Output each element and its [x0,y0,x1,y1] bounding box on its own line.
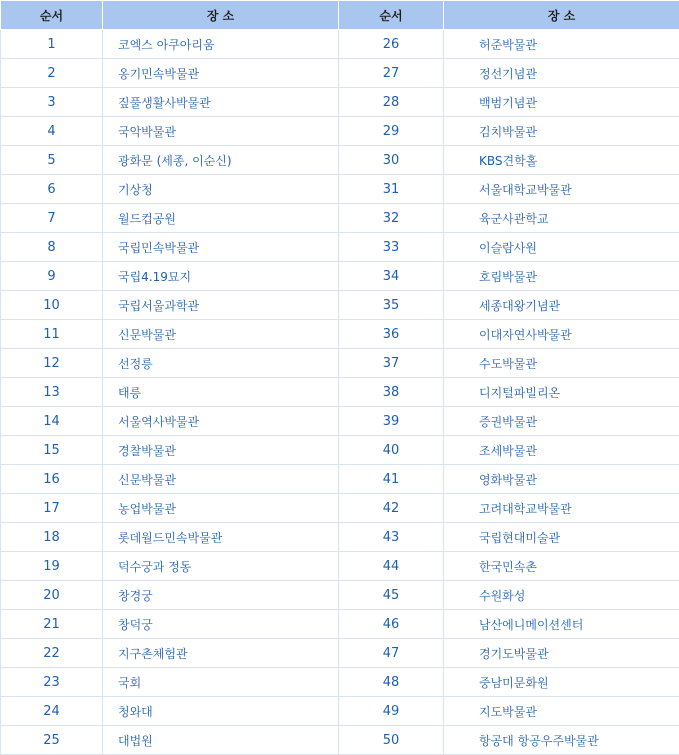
order-number-left: 10 [1,291,103,320]
place-name-right: 허준박물관 [444,30,679,59]
order-number-right: 35 [339,291,444,320]
table-header [1,1,679,30]
order-number-right: 50 [339,726,444,755]
order-number-left: 14 [1,407,103,436]
order-number-right: 49 [339,697,444,726]
place-name-right: 중남미문화원 [444,668,679,697]
place-name-left: 태릉 [103,378,339,407]
place-name-left: 신문박물관 [103,465,339,494]
order-number-right: 29 [339,117,444,146]
order-number-left: 15 [1,436,103,465]
order-number-right: 42 [339,494,444,523]
place-name-right: 수원화성 [444,581,679,610]
place-name-left: 롯데월드민속박물관 [103,523,339,552]
order-number-right: 41 [339,465,444,494]
place-name-left: 경찰박물관 [103,436,339,465]
order-number-right: 32 [339,204,444,233]
table-row [1,639,679,668]
place-name-left: 대법원 [103,726,339,755]
place-name-left: 기상청 [103,175,339,204]
order-number-right: 33 [339,233,444,262]
order-number-left: 6 [1,175,103,204]
place-name-right: 호림박물관 [444,262,679,291]
order-number-left: 17 [1,494,103,523]
place-name-right: 지도박물관 [444,697,679,726]
place-name-left: 국립서울과학관 [103,291,339,320]
place-name-right: 항공대 항공우주박물관 [444,726,679,755]
order-number-left: 18 [1,523,103,552]
table-body [1,30,679,755]
place-name-left: 국립4.19묘지 [103,262,339,291]
order-number-right: 40 [339,436,444,465]
place-name-right: 백범기념관 [444,88,679,117]
order-number-right: 38 [339,378,444,407]
place-name-right: 디지털파빌리온 [444,378,679,407]
place-name-left: 서울역사박물관 [103,407,339,436]
table-row [1,233,679,262]
order-number-right: 39 [339,407,444,436]
order-number-left: 5 [1,146,103,175]
place-name-left: 창경궁 [103,581,339,610]
order-number-right: 47 [339,639,444,668]
place-name-right: 육군사관학교 [444,204,679,233]
order-number-right: 28 [339,88,444,117]
place-name-left: 청와대 [103,697,339,726]
order-number-right: 26 [339,30,444,59]
table-row [1,552,679,581]
order-number-right: 44 [339,552,444,581]
place-name-left: 월드컵공원 [103,204,339,233]
table-row [1,697,679,726]
place-name-right: 서울대학교박물관 [444,175,679,204]
table-row [1,262,679,291]
order-number-left: 21 [1,610,103,639]
header-order-1: 순서 [1,1,103,30]
place-name-left: 국회 [103,668,339,697]
order-number-left: 25 [1,726,103,755]
place-name-right: 고려대학교박물관 [444,494,679,523]
table-row [1,465,679,494]
place-name-left: 국악박물관 [103,117,339,146]
table-row [1,349,679,378]
place-name-right: 이대자연사박물관 [444,320,679,349]
place-name-right: KBS견학홀 [444,146,679,175]
place-name-right: 영화박물관 [444,465,679,494]
place-name-right: 국립현대미술관 [444,523,679,552]
place-name-left: 농업박물관 [103,494,339,523]
table-row [1,291,679,320]
table-row [1,436,679,465]
place-name-right: 수도박물관 [444,349,679,378]
place-name-right: 한국민속촌 [444,552,679,581]
place-name-right: 정선기념관 [444,59,679,88]
table-row [1,494,679,523]
header-place-2: 장 소 [444,1,679,30]
place-name-right: 남산에니메이션센터 [444,610,679,639]
order-number-right: 30 [339,146,444,175]
order-number-left: 20 [1,581,103,610]
table-row [1,610,679,639]
order-number-left: 2 [1,59,103,88]
order-number-left: 23 [1,668,103,697]
place-name-left: 지구촌체험관 [103,639,339,668]
table-row [1,204,679,233]
place-name-left: 덕수궁과 정동 [103,552,339,581]
table-row [1,175,679,204]
place-name-left: 옹기민속박물관 [103,59,339,88]
order-number-right: 46 [339,610,444,639]
order-number-left: 24 [1,697,103,726]
place-name-left: 짚풀생활사박물관 [103,88,339,117]
order-number-left: 16 [1,465,103,494]
table-row [1,726,679,755]
header-place-1: 장 소 [103,1,339,30]
order-number-left: 19 [1,552,103,581]
order-number-right: 37 [339,349,444,378]
table-row [1,523,679,552]
table-row [1,378,679,407]
place-name-right: 김치박물관 [444,117,679,146]
order-number-left: 7 [1,204,103,233]
place-name-left: 창덕궁 [103,610,339,639]
table-row [1,117,679,146]
table-row [1,320,679,349]
place-name-right: 세종대왕기념관 [444,291,679,320]
place-name-right: 경기도박물관 [444,639,679,668]
header-order-2: 순서 [339,1,444,30]
order-number-right: 36 [339,320,444,349]
place-name-left: 국립민속박물관 [103,233,339,262]
order-number-right: 27 [339,59,444,88]
header-row [1,1,679,30]
order-number-left: 13 [1,378,103,407]
order-number-right: 31 [339,175,444,204]
table-row [1,407,679,436]
place-name-right: 증권박물관 [444,407,679,436]
order-number-right: 34 [339,262,444,291]
table-row [1,59,679,88]
order-number-right: 48 [339,668,444,697]
table-row [1,88,679,117]
place-name-right: 조세박물관 [444,436,679,465]
order-number-left: 9 [1,262,103,291]
table-row [1,668,679,697]
order-number-left: 4 [1,117,103,146]
order-number-left: 11 [1,320,103,349]
table-row [1,146,679,175]
order-number-left: 22 [1,639,103,668]
order-number-left: 1 [1,30,103,59]
place-name-left: 코엑스 아쿠아리움 [103,30,339,59]
place-name-left: 선정릉 [103,349,339,378]
order-number-right: 43 [339,523,444,552]
place-name-left: 광화문 (세종, 이순신) [103,146,339,175]
order-number-left: 3 [1,88,103,117]
order-number-left: 8 [1,233,103,262]
table-row [1,581,679,610]
order-number-right: 45 [339,581,444,610]
place-name-right: 이슬람사원 [444,233,679,262]
table-row [1,30,679,59]
order-number-left: 12 [1,349,103,378]
place-name-left: 신문박물관 [103,320,339,349]
